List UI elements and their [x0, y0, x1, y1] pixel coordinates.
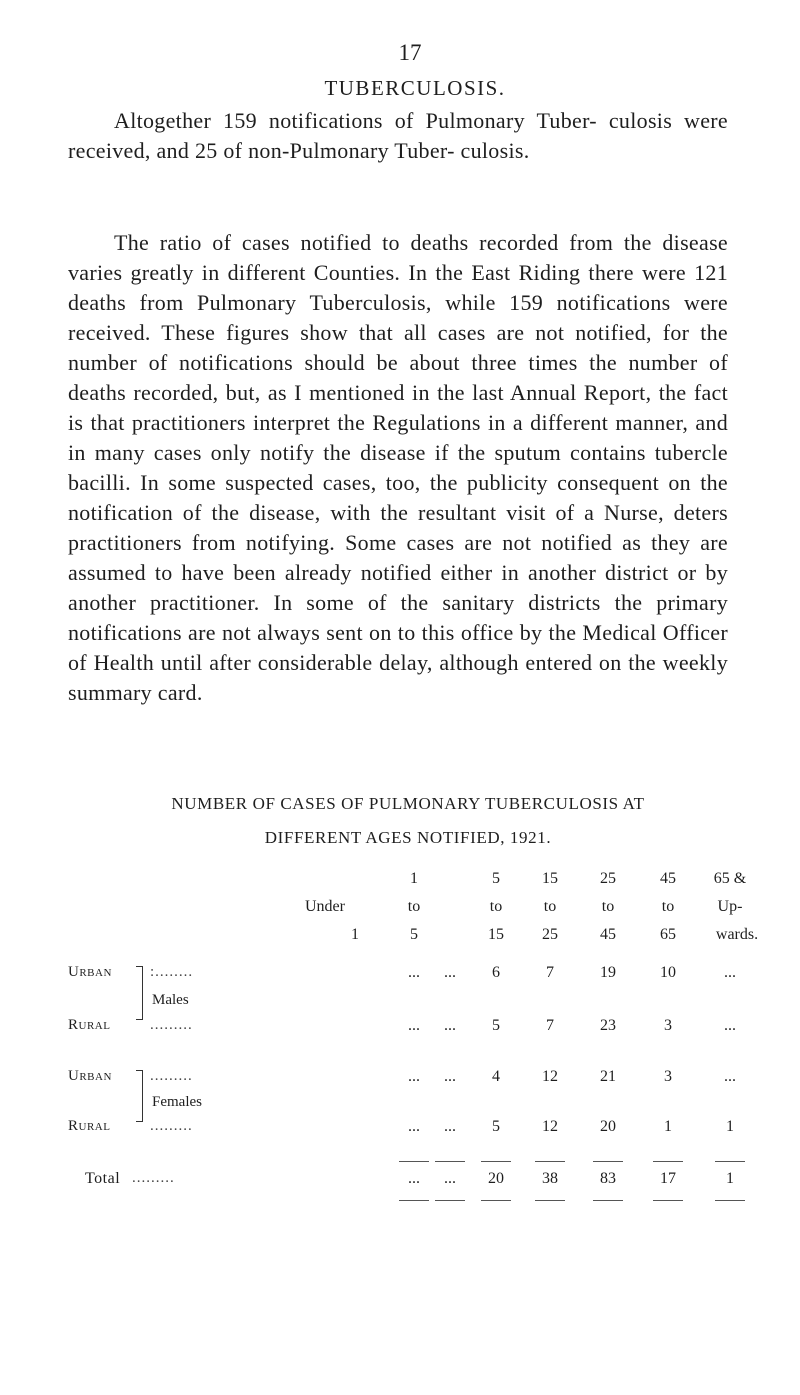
header-cell: 5: [410, 926, 418, 943]
table-cell: 3: [664, 1017, 672, 1034]
table-cell: 21: [600, 1068, 616, 1085]
header-cell: to: [543, 898, 557, 915]
header-cell: 65 &: [713, 870, 747, 887]
table-title-line2: DIFFERENT AGES NOTIFIED, 1921.: [264, 828, 552, 847]
table-cell: 19: [600, 964, 616, 981]
header-cell: wards.: [715, 926, 759, 943]
table-cell: ...: [408, 1118, 420, 1135]
total-cell: 1: [726, 1170, 734, 1187]
table-cell: ...: [408, 1017, 420, 1034]
header-cell: 45: [600, 926, 616, 943]
table-cell: 3: [664, 1068, 672, 1085]
total-cell: 38: [542, 1170, 558, 1187]
header-cell: 65: [660, 926, 676, 943]
total-cell: ...: [408, 1170, 420, 1187]
total-label: Total: [85, 1170, 121, 1187]
separator-rule: [399, 1161, 429, 1162]
header-cell: 15: [488, 926, 504, 943]
males-label: Males: [152, 992, 189, 1008]
table-cell: ...: [408, 1068, 420, 1085]
closing-rule: [481, 1200, 511, 1201]
section-heading: TUBERCULOSIS.: [324, 76, 506, 100]
table-cell: 23: [600, 1017, 616, 1034]
table-cell: 7: [546, 964, 554, 981]
females-brace: [136, 1070, 143, 1122]
dot-leader: .........: [150, 1017, 193, 1033]
table-cell: 4: [492, 1068, 500, 1085]
closing-rule: [535, 1200, 565, 1201]
table-cell: ...: [444, 964, 456, 981]
females-label: Females: [152, 1094, 202, 1110]
header-cell: 1: [351, 926, 359, 943]
table-cell: 12: [542, 1068, 558, 1085]
dot-leader: :........: [150, 964, 194, 980]
table-cell: 20: [600, 1118, 616, 1135]
table-cell: 5: [492, 1118, 500, 1135]
separator-rule: [715, 1161, 745, 1162]
page-number: 17: [398, 40, 422, 65]
dot-leader: .........: [150, 1118, 193, 1134]
total-cell: 83: [600, 1170, 616, 1187]
table-cell: 1: [664, 1118, 672, 1135]
separator-rule: [593, 1161, 623, 1162]
table-cell: 10: [660, 964, 676, 981]
closing-rule: [399, 1200, 429, 1201]
dot-leader: .........: [132, 1170, 175, 1186]
table-cell: ...: [408, 964, 420, 981]
table-cell: 7: [546, 1017, 554, 1034]
table-title-line1: NUMBER OF CASES OF PULMONARY TUBERCULOSIS AT: [171, 794, 645, 813]
total-cell: ...: [444, 1170, 456, 1187]
header-cell: 15: [542, 870, 558, 887]
closing-rule: [653, 1200, 683, 1201]
header-cell: 45: [660, 870, 676, 887]
total-cell: 17: [660, 1170, 676, 1187]
separator-rule: [481, 1161, 511, 1162]
table-cell: ...: [724, 1017, 736, 1034]
males-brace: [136, 966, 143, 1020]
paragraph-intro: Altogether 159 notifications of Pulmonary Tuber- culosis were received, and 25 of non-Pulmonary Tuber- culosis.: [68, 108, 728, 163]
separator-rule: [535, 1161, 565, 1162]
paragraph-ratio: The ratio of cases notified to deaths recorded from the disease varies greatly in different Counties. In the East Riding there were 121 deaths from Pulmonary Tuberculosis, while 159 notifications were received. These figures show that all cases are not notified, for the number of notifications should be about three times the number of deaths recorded, but, as I mentioned in the last Annual Report, the fact is that practitioners interpret the Regulations in a different manner, and in many cases only notify the disease if the sputum contains tubercle bacilli. In some suspected cases, too, the publicity consequent on the notification of the disease, with the resultant visit of a Nurse, deters practitioners from notifying. Some cases are not notified as they are assumed to have been already notified either in another district or by another practitioner. In some of the sanitary districts the primary notifications are not always sent on to this office by the Medical Officer of Health until after considerable delay, although entered on the weekly summary card.: [68, 230, 728, 705]
row-label: Rural: [68, 1017, 111, 1033]
header-cell: 25: [600, 870, 616, 887]
total-cell: 20: [488, 1170, 504, 1187]
table-cell: ...: [444, 1068, 456, 1085]
header-cell: 5: [492, 870, 500, 887]
separator-rule: [435, 1161, 465, 1162]
table-cell: ...: [724, 1068, 736, 1085]
row-label: Rural: [68, 1118, 111, 1134]
header-cell: Under: [305, 898, 345, 915]
separator-rule: [653, 1161, 683, 1162]
table-cell: ...: [444, 1118, 456, 1135]
header-cell: to: [489, 898, 503, 915]
closing-rule: [593, 1200, 623, 1201]
closing-rule: [435, 1200, 465, 1201]
row-label: Urban: [68, 964, 112, 980]
table-cell: 1: [726, 1118, 734, 1135]
header-cell: Up-: [717, 898, 743, 915]
closing-rule: [715, 1200, 745, 1201]
table-cell: ...: [724, 964, 736, 981]
header-cell: 1: [410, 870, 418, 887]
header-cell: to: [661, 898, 675, 915]
header-cell: to: [601, 898, 615, 915]
row-label: Urban: [68, 1068, 112, 1084]
table-cell: 6: [492, 964, 500, 981]
header-cell: 25: [542, 926, 558, 943]
header-cell: to: [407, 898, 421, 915]
table-cell: ...: [444, 1017, 456, 1034]
table-cell: 5: [492, 1017, 500, 1034]
table-cell: 12: [542, 1118, 558, 1135]
dot-leader: .........: [150, 1068, 193, 1084]
